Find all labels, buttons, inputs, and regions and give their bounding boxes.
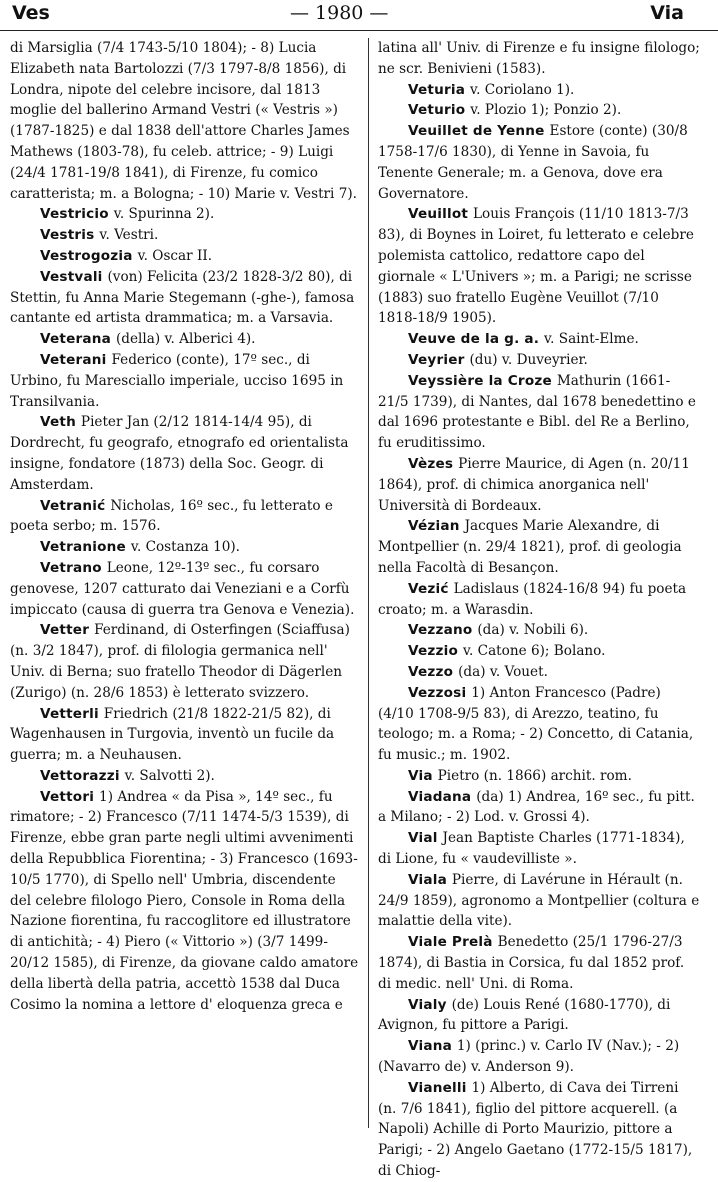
dictionary-entry: [378, 620, 700, 641]
header-right-guideword: Via: [650, 2, 684, 24]
entry-text: Pieter Jan (2/12 1814-14/4 95), di Dordrecht, fu geografo, etnografo ed orientalista insigne, fondatore (1873) della Soc. Geogr. di Amsterdam.: [10, 414, 349, 493]
entry-headword: Veterani: [40, 351, 107, 368]
entry-text: (da) v. Nobili 6).: [477, 622, 589, 639]
dictionary-entry: [10, 766, 360, 787]
entry-text: (da) v. Vouet.: [458, 663, 548, 680]
entry-text: (von) Felicita (23/2 1828-3/2 80), di Stettin, fu Anna Marie Stegemann (-ghe-), famosa cantante ed artista drammatica; m. a Varsavia.: [10, 268, 355, 327]
entry-text: Friedrich (21/8 1822-21/5 82), di Wagenhausen in Turgovia, inventò un fucile da guerra; m. a Neuhausen.: [10, 705, 335, 764]
column-divider: [368, 38, 369, 1128]
entry-text: Ladislaus (1824-16/8 94) fu poeta croato; m. a Warasdin.: [378, 580, 687, 618]
entry-text: Louis François (11/10 1813-7/3 83), di Boynes in Loiret, fu letterato e celebre polemista cattolico, redattore capo del giornale « L'Univers »; m. a Parigi; ne scrisse (1883) suo fratello Eugène Veuillot (7/10 1818-18/9 1905).: [378, 206, 694, 327]
entry-text: v. Spurinna 2).: [113, 206, 215, 223]
entry-headword: Veturio: [408, 102, 466, 119]
entry-headword: Veturia: [408, 81, 466, 98]
dictionary-entry: [378, 870, 700, 932]
entry-text: latina all' Univ. di Firenze e fu insigne filologo; ne scr. Benivieni (1583).: [378, 40, 700, 77]
entry-text: v. Salvotti 2).: [124, 767, 215, 784]
entry-text: Jean Baptiste Charles (1771-1834), di Lione, fu « vaudevilliste ».: [378, 830, 685, 868]
entry-text: Mathurin (1661-21/5 1739), di Nantes, dal 1678 benedettino e dal 1696 protestante e Bibl. del Re a Berlino, fu eruditissimo.: [378, 372, 696, 452]
dictionary-entry: [10, 246, 360, 267]
dictionary-entry: [10, 225, 360, 246]
dictionary-entry: [378, 1078, 700, 1182]
entry-headword: Vezzano: [408, 622, 473, 639]
header-left-guideword: Ves: [12, 2, 50, 24]
entry-text: Federico (conte), 17º sec., di Urbino, fu Maresciallo imperiale, ucciso 1695 in Transilvania.: [10, 351, 344, 410]
entry-text: Leone, 12º-13º sec., fu corsaro genovese, 1207 catturato dai Veneziani e a Corfù impiccato (causa di guerra tra Genova e Venezia).: [10, 559, 355, 618]
entry-headword: Vézian: [408, 518, 460, 535]
dictionary-entry: [10, 38, 360, 204]
entry-text: Pierre, di Lavérune in Hérault (n. 24/9 1859), agronomo a Montpellier (coltura e malattie della vite).: [378, 871, 700, 930]
dictionary-entry: [378, 371, 700, 454]
dictionary-entry: [378, 662, 700, 683]
entry-headword: Vestrogozia: [40, 247, 133, 264]
entry-headword: Vezzio: [408, 643, 459, 660]
page-number: — 1980 —: [290, 2, 389, 24]
entry-headword: Vestris: [40, 227, 95, 244]
dictionary-entry: [378, 683, 700, 766]
dictionary-entry: [10, 204, 360, 225]
entry-text: Jacques Marie Alexandre, di Montpellier (n. 29/4 1821), prof. di geologia nella Facoltà di Besançon.: [378, 518, 682, 576]
entry-headword: Vezzo: [408, 663, 454, 680]
right-column: [378, 38, 700, 1180]
dictionary-entry: [378, 454, 700, 516]
dictionary-entry: [378, 329, 700, 350]
entry-text: Benedetto (25/1 1796-27/3 1874), di Bastia in Corsica, fu dal 1852 prof. di medic. nell' Uni. di Roma.: [378, 934, 685, 992]
dictionary-entry: [378, 80, 700, 101]
entry-headword: Vestricio: [40, 206, 109, 223]
dictionary-entry: [10, 329, 360, 350]
entry-text: (della) v. Alberici 4).: [115, 331, 256, 348]
entry-text: v. Catone 6); Bolano.: [462, 643, 606, 660]
dictionary-entry: [10, 412, 360, 495]
entry-headword: Viadana: [408, 788, 472, 805]
dictionary-entry: [10, 787, 360, 1016]
dictionary-entry: [378, 121, 700, 204]
entry-headword: Vettori: [40, 788, 95, 805]
entry-headword: Vestvali: [40, 268, 103, 285]
entry-headword: Vianelli: [408, 1079, 467, 1096]
entry-text: 1) (princ.) v. Carlo IV (Nav.); - 2) (Navarro de) v. Anderson 9).: [378, 1038, 680, 1076]
left-column: [10, 38, 360, 1131]
entry-text: Pierre Maurice, di Agen (n. 20/11 1864), prof. di chimica anorganica nell' Università di Bordeaux.: [378, 455, 690, 514]
entry-headword: Viala: [408, 871, 447, 888]
entry-headword: Veuve de la g. a.: [408, 331, 540, 348]
dictionary-entry: [378, 204, 700, 329]
dictionary-entry: [378, 516, 700, 578]
dictionary-entry: [10, 537, 360, 558]
entry-headword: Veyssière la Croze: [408, 372, 552, 389]
dictionary-entry: [10, 496, 360, 538]
entry-text: v. Plozio 1); Ponzio 2).: [470, 102, 622, 119]
entry-headword: Vetrano: [40, 559, 102, 576]
entry-headword: Veterana: [40, 331, 112, 348]
running-header: [0, 0, 718, 31]
entry-headword: Veuillot: [408, 206, 469, 223]
dictionary-entry: [378, 579, 700, 621]
entry-text: (da) 1) Andrea, 16º sec., fu pitt. a Milano; - 2) Lod. v. Grossi 4).: [378, 788, 695, 826]
entry-headword: Vetter: [40, 622, 90, 639]
dictionary-entry: [378, 641, 700, 662]
entry-headword: Vezzosi: [408, 684, 467, 701]
entry-headword: Vetterli: [40, 705, 99, 722]
dictionary-entry: [378, 932, 700, 994]
entry-text: v. Coriolano 1).: [470, 81, 575, 98]
entry-text: 1) Andrea « da Pisa », 14º sec., fu rimatore; - 2) Francesco (7/11 1474-5/3 1539), di Firenze, ebbe gran parte negli ultimi avvenimenti della Repubblica Fiorentina; - 3) Francesco (1693-10/5 1770), di Spello nell' Umbria, discendente del celebre filologo Piero, Console in Roma della Nazione fiorentina, fu raccoglitore ed illustratore di antichità; - 4) Piero (« Vittorio ») (3/7 1499-20/12 1585), di Firenze, da giovane caldo amatore della libertà della patria, accettò 1538 dal Duca Cosimo la nomina a lettore d' eloquenza greca e: [10, 788, 359, 1013]
entry-text: Nicholas, 16º sec., fu letterato e poeta serbo; m. 1576.: [10, 497, 333, 535]
dictionary-entry: [10, 350, 360, 412]
dictionary-entry: [378, 766, 700, 787]
dictionary-entry: [10, 620, 360, 703]
entry-text: (du) v. Duveyrier.: [469, 351, 588, 368]
entry-text: 1) Alberto, di Cava dei Tirreni (n. 7/6 1841), figlio del pittore acquerell. (a Napoli) Achille di Porto Maurizio, pittore a Parigi; - 2) Angelo Gaetano (1772-15/5 1817), di Chiog-: [378, 1079, 693, 1180]
dictionary-entry: [378, 350, 700, 371]
entry-headword: Vialy: [408, 996, 447, 1013]
entry-text: (de) Louis René (1680-1770), di Avignon, fu pittore a Parigi.: [378, 996, 671, 1034]
dictionary-entry: [378, 787, 700, 829]
entry-headword: Viale Prelà: [408, 934, 493, 951]
dictionary-entry: [10, 267, 360, 329]
dictionary-entry: [378, 38, 700, 80]
entry-text: 1) Anton Francesco (Padre) (4/10 1708-9/5 83), di Arezzo, teatino, fu teologo; m. a Roma; - 2) Concetto, di Catania, fu music.; m. 1902.: [378, 684, 694, 764]
entry-text: Estore (conte) (30/8 1758-17/6 1830), di Yenne in Savoia, fu Tenente Generale; m. a Genova, dove era Governatore.: [378, 123, 688, 202]
dictionary-entry: [378, 995, 700, 1037]
entry-headword: Viana: [408, 1038, 452, 1055]
entry-text: v. Oscar II.: [137, 247, 213, 264]
entry-headword: Veth: [40, 414, 76, 431]
entry-text: Ferdinand, di Osterfingen (Sciaffusa) (n. 3/2 1847), prof. di filologia germanica nell' Univ. di Berna; suo fratello Theodor di Dägerlen (Zurigo) (n. 28/6 1853) è letterato svizzero.: [10, 622, 350, 701]
dictionary-entry: [10, 704, 360, 766]
dictionary-entry: [378, 1036, 700, 1078]
dictionary-entry: [378, 828, 700, 870]
entry-text: v. Vestri.: [99, 227, 159, 244]
entry-headword: Vettorazzi: [40, 767, 120, 784]
entry-text: v. Costanza 10).: [130, 539, 240, 556]
entry-headword: Vetranione: [40, 539, 126, 556]
entry-headword: Vezić: [408, 580, 449, 597]
entry-headword: Vetranić: [40, 497, 106, 514]
entry-headword: Vèzes: [408, 455, 454, 472]
entry-text: di Marsiglia (7/4 1743-5/10 1804); - 8) Lucia Elizabeth nata Bartolozzi (7/3 1797-8/8 1856), di Londra, nipote del celebre incisore, dal 1813 moglie del ballerino Armand Vestri (« Vestris ») (1787-1825) e dal 1838 dell'attore Charles James Mathews (1803-78), fu celeb. attrice; - 9) Luigi (24/4 1781-19/8 1841), di Firenze, fu comico caratterista; m. a Bologna; - 10) Marie v. Vestri 7).: [10, 40, 357, 202]
entry-headword: Veuillet de Yenne: [408, 123, 545, 140]
dictionary-entry: [10, 558, 360, 620]
entry-text: v. Saint-Elme.: [544, 331, 639, 348]
entry-headword: Vial: [408, 830, 438, 847]
entry-headword: Veyrier: [408, 351, 465, 368]
dictionary-entry: [378, 100, 700, 121]
entry-headword: Via: [408, 767, 433, 784]
entry-text: Pietro (n. 1866) archit. rom.: [437, 767, 632, 784]
